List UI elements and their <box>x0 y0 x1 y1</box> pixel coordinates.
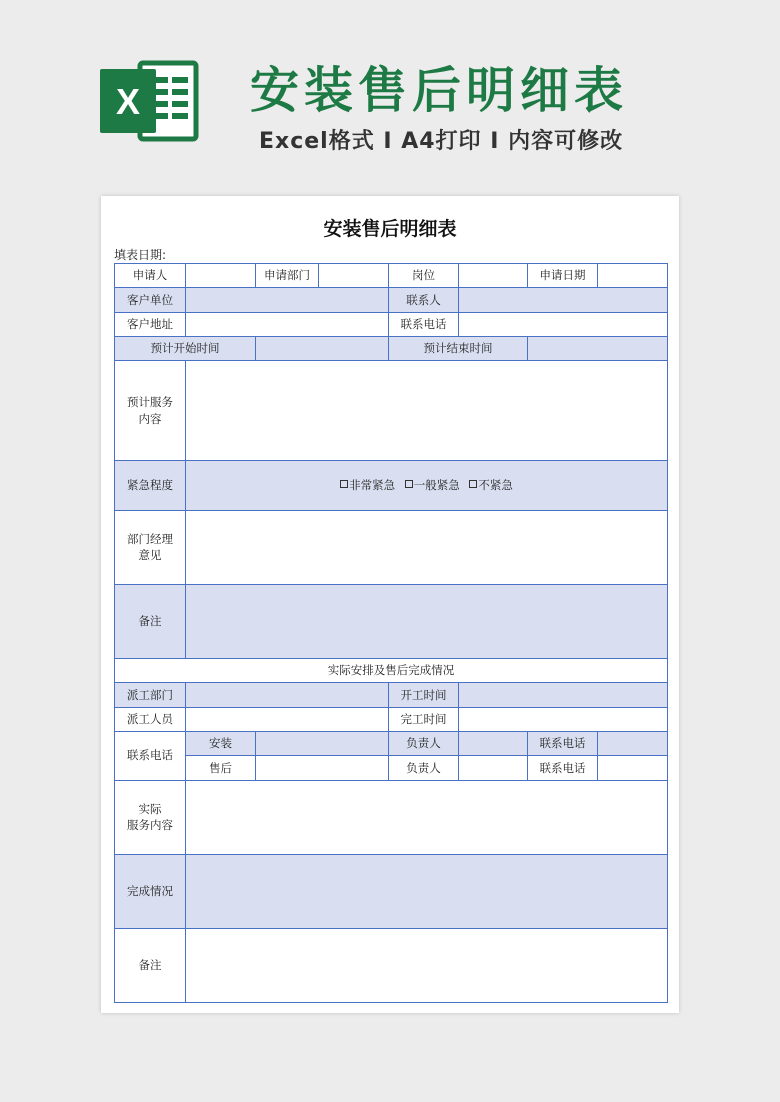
applicant-dept-field[interactable] <box>319 264 389 288</box>
applicant-dept-label: 申请部门 <box>256 264 319 288</box>
dispatch-staff-field[interactable] <box>186 707 389 731</box>
dispatch-staff-label: 派工人员 <box>115 707 186 731</box>
contact-phone-group-label: 联系电话 <box>115 731 186 780</box>
client-address-field[interactable] <box>186 312 389 336</box>
banner-title: 安装售后明细表 <box>250 62 629 119</box>
install-field[interactable] <box>256 731 389 755</box>
after-sales-phone-field[interactable] <box>598 756 668 780</box>
finish-time-label: 完工时间 <box>389 707 459 731</box>
table-row <box>115 928 668 1002</box>
remarks2-field[interactable] <box>186 928 668 1002</box>
fill-date-label: 填表日期: <box>114 248 167 262</box>
planned-start-label: 预计开始时间 <box>115 337 256 361</box>
install-label: 安装 <box>186 731 256 755</box>
install-responsible-field[interactable] <box>459 731 528 755</box>
contact-person-label: 联系人 <box>389 288 459 312</box>
actual-service-field[interactable] <box>186 780 668 854</box>
finish-time-field[interactable] <box>459 707 668 731</box>
checkbox-icon <box>405 480 413 488</box>
checkbox-icon <box>469 480 477 488</box>
urgency-option-not-urgent[interactable]: 不紧急 <box>469 478 513 492</box>
start-time-label: 开工时间 <box>389 683 459 707</box>
service-detail-form <box>114 263 668 1003</box>
actual-service-label: 实际 服务内容 <box>115 780 186 854</box>
after-sales-responsible-label: 负责人 <box>389 756 459 780</box>
urgency-label: 紧急程度 <box>115 460 186 510</box>
client-unit-label: 客户单位 <box>115 288 186 312</box>
table-row <box>115 756 668 780</box>
planned-end-field[interactable] <box>528 337 668 361</box>
table-row <box>115 337 668 361</box>
install-responsible-label: 负责人 <box>389 731 459 755</box>
table-row <box>115 780 668 854</box>
client-unit-field[interactable] <box>186 288 389 312</box>
section-header: 实际安排及售后完成情况 <box>115 658 668 682</box>
table-row <box>115 658 668 682</box>
table-row <box>115 288 668 312</box>
position-label: 岗位 <box>389 264 459 288</box>
excel-logo-icon <box>100 57 200 145</box>
install-phone-field[interactable] <box>598 731 668 755</box>
table-row <box>115 510 668 584</box>
remarks-field[interactable] <box>186 584 668 658</box>
banner-subtitle: Excel格式 I A4打印 I 内容可修改 <box>259 129 624 154</box>
dispatch-dept-label: 派工部门 <box>115 683 186 707</box>
table-row <box>115 460 668 510</box>
table-row <box>115 683 668 707</box>
after-sales-label: 售后 <box>186 756 256 780</box>
start-time-field[interactable] <box>459 683 668 707</box>
applicant-label: 申请人 <box>115 264 186 288</box>
completion-label: 完成情况 <box>115 854 186 928</box>
table-row <box>115 731 668 755</box>
contact-phone-field[interactable] <box>459 312 668 336</box>
apply-date-field[interactable] <box>598 264 668 288</box>
sheet-title: 安装售后明细表 <box>323 218 457 240</box>
urgency-option-very-urgent[interactable]: 非常紧急 <box>340 478 395 492</box>
planned-start-field[interactable] <box>256 337 389 361</box>
after-sales-phone-label: 联系电话 <box>528 756 598 780</box>
client-address-label: 客户地址 <box>115 312 186 336</box>
document-sheet <box>101 196 679 1013</box>
table-row <box>115 361 668 460</box>
urgency-options <box>186 460 668 510</box>
after-sales-field[interactable] <box>256 756 389 780</box>
remarks2-label: 备注 <box>115 928 186 1002</box>
table-row <box>115 264 668 288</box>
planned-service-field[interactable] <box>186 361 668 460</box>
urgency-option-normal[interactable]: 一般紧急 <box>405 478 460 492</box>
completion-field[interactable] <box>186 854 668 928</box>
applicant-field[interactable] <box>186 264 256 288</box>
manager-opinion-label: 部门经理 意见 <box>115 510 186 584</box>
table-row <box>115 854 668 928</box>
remarks-label: 备注 <box>115 584 186 658</box>
svg-text:X: X <box>115 81 141 122</box>
planned-end-label: 预计结束时间 <box>389 337 528 361</box>
contact-person-field[interactable] <box>459 288 668 312</box>
install-phone-label: 联系电话 <box>528 731 598 755</box>
dispatch-dept-field[interactable] <box>186 683 389 707</box>
table-row <box>115 312 668 336</box>
manager-opinion-field[interactable] <box>186 510 668 584</box>
planned-service-label: 预计服务 内容 <box>115 361 186 460</box>
after-sales-responsible-field[interactable] <box>459 756 528 780</box>
table-row <box>115 584 668 658</box>
apply-date-label: 申请日期 <box>528 264 598 288</box>
banner <box>0 0 780 190</box>
table-row <box>115 707 668 731</box>
checkbox-icon <box>340 480 348 488</box>
contact-phone-label: 联系电话 <box>389 312 459 336</box>
position-field[interactable] <box>459 264 528 288</box>
